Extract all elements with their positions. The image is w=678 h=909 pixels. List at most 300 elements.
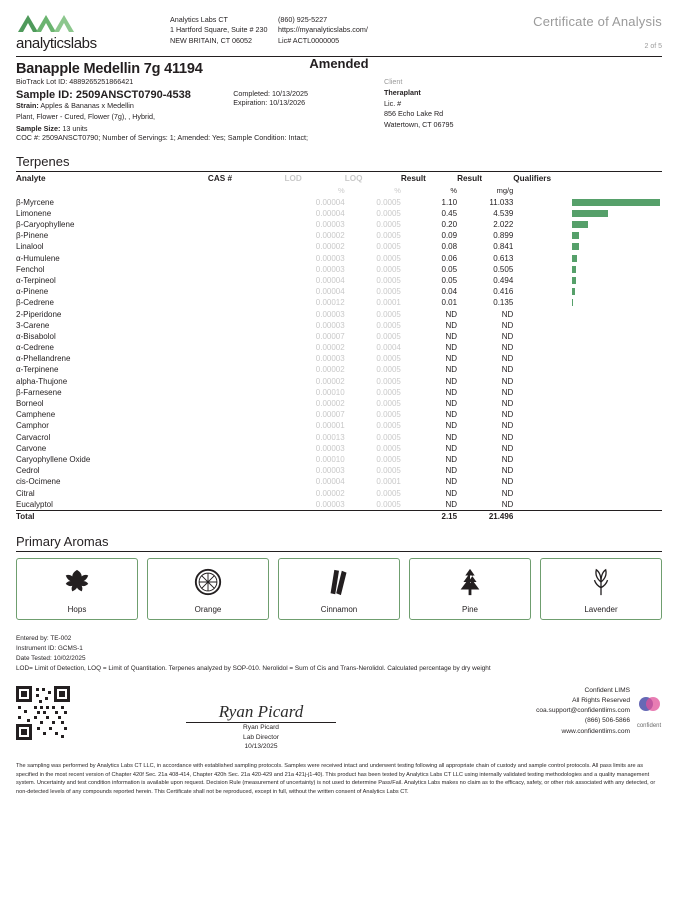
qr-code[interactable] xyxy=(16,686,70,740)
sample-info xyxy=(16,61,662,142)
cell-cas xyxy=(208,432,285,443)
table-row xyxy=(16,409,662,420)
strain-line xyxy=(16,101,231,112)
col-result-pct: Result xyxy=(400,174,426,184)
cell-cas xyxy=(208,331,285,342)
aroma-label: Pine xyxy=(461,605,478,615)
table-row xyxy=(16,476,662,487)
cell-lod: 0.00004 xyxy=(315,477,345,487)
unit-result-pct: % xyxy=(450,186,458,196)
cinnamon-icon xyxy=(324,567,354,597)
cell-analyte: β-Myrcene xyxy=(16,197,54,207)
cell-qualifier xyxy=(513,253,572,264)
cell-cas xyxy=(208,409,285,420)
cell-qualifier xyxy=(513,398,572,409)
result-bar xyxy=(572,288,575,295)
table-row xyxy=(16,398,662,409)
lims-name: Confident LIMS xyxy=(584,686,630,694)
cell-bar xyxy=(572,286,662,297)
coc-line: COC #: 2509ANSCT0790; Number of Servings: 1; Amended: Yes; Sample Condition: Intact; xyxy=(16,133,309,143)
cell-loq: 0.0004 xyxy=(376,343,401,353)
cell-qualifier xyxy=(513,454,572,465)
sample-left-col xyxy=(16,77,231,122)
aroma-label: Hops xyxy=(67,605,87,615)
result-bar xyxy=(572,243,579,250)
aroma-card-hops xyxy=(16,558,138,620)
cell-analyte: α-Pinene xyxy=(16,287,49,297)
lab-logo xyxy=(16,12,148,52)
col-lod: LOD xyxy=(284,174,302,184)
table-row xyxy=(16,264,662,275)
confident-lims-block xyxy=(452,686,662,737)
cell-loq: 0.0005 xyxy=(376,376,401,386)
completed-label: Completed: xyxy=(233,89,270,98)
cell-result-pct: 0.45 xyxy=(441,208,458,218)
cell-cas xyxy=(208,454,285,465)
cell-lod: 0.00002 xyxy=(315,376,345,386)
col-loq: LOQ xyxy=(344,174,363,184)
table-row xyxy=(16,320,662,331)
cell-cas xyxy=(208,387,285,398)
cell-bar xyxy=(572,320,662,331)
table-row xyxy=(16,342,662,353)
cell-lod: 0.00013 xyxy=(315,432,345,442)
cell-qualifier xyxy=(513,286,572,297)
cell-analyte: Eucalyptol xyxy=(16,499,53,509)
cell-analyte: Limonene xyxy=(16,208,52,218)
cell-cas xyxy=(208,197,285,208)
cell-bar xyxy=(572,454,662,465)
cell-lod: 0.00004 xyxy=(315,275,345,285)
cell-result-pct: ND xyxy=(445,365,458,375)
client-address-2: Watertown, CT 06795 xyxy=(384,120,454,130)
signer-title: Lab Director xyxy=(243,733,279,741)
cell-bar xyxy=(572,465,662,476)
confident-badge-label: confident xyxy=(636,722,662,729)
cell-cas xyxy=(208,264,285,275)
cell-cas xyxy=(208,420,285,431)
lims-email[interactable]: coa.support@confidentlims.com xyxy=(536,707,630,715)
cell-lod: 0.00003 xyxy=(315,253,345,263)
cell-loq: 0.0005 xyxy=(376,432,401,442)
cell-analyte: β-Cedrene xyxy=(16,298,54,308)
cell-cas xyxy=(208,342,285,353)
cell-qualifier xyxy=(513,409,572,420)
client-name: Theraplant xyxy=(384,87,421,97)
cell-bar xyxy=(572,420,662,431)
cell-result-mgg: ND xyxy=(501,499,514,509)
cell-qualifier xyxy=(513,308,572,319)
entered-by: Entered by: TE-002 xyxy=(16,635,72,643)
cell-qualifier xyxy=(513,342,572,353)
cell-cas xyxy=(208,286,285,297)
cell-bar xyxy=(572,432,662,443)
result-bar xyxy=(572,255,577,262)
cell-loq: 0.0005 xyxy=(376,421,401,431)
unit-result-mgg: mg/g xyxy=(496,186,514,196)
cell-analyte: α-Cedrene xyxy=(16,343,54,353)
cell-result-pct: ND xyxy=(445,399,458,409)
cell-loq: 0.0005 xyxy=(376,365,401,375)
cell-result-pct: ND xyxy=(445,432,458,442)
client-license: Lic. # xyxy=(384,98,402,108)
cell-cas xyxy=(208,241,285,252)
total-result-mgg: 21.496 xyxy=(457,510,513,522)
cell-analyte: α-Humulene xyxy=(16,253,60,263)
cell-result-mgg: ND xyxy=(501,410,514,420)
cell-analyte: Citral xyxy=(16,488,35,498)
cell-bar xyxy=(572,197,662,208)
cell-result-pct: 0.09 xyxy=(441,231,458,241)
sample-size-line xyxy=(16,124,662,133)
lims-website[interactable]: www.confidentlims.com xyxy=(561,727,630,735)
cell-loq: 0.0005 xyxy=(376,331,401,341)
cell-result-pct: 0.01 xyxy=(441,298,458,308)
cell-result-mgg: ND xyxy=(501,309,514,319)
cell-loq: 0.0005 xyxy=(376,242,401,252)
cell-bar xyxy=(572,499,662,511)
cell-result-mgg: ND xyxy=(501,454,514,464)
cell-bar xyxy=(572,342,662,353)
cell-bar xyxy=(572,275,662,286)
unit-loq: % xyxy=(394,186,401,196)
cell-lod: 0.00004 xyxy=(315,197,345,207)
sample-size-label: Sample Size: xyxy=(16,124,61,134)
cell-cas xyxy=(208,320,285,331)
cell-loq: 0.0001 xyxy=(376,298,401,308)
cell-result-mgg: ND xyxy=(501,387,514,397)
cell-cas xyxy=(208,476,285,487)
cell-qualifier xyxy=(513,376,572,387)
cell-result-mgg: ND xyxy=(501,477,514,487)
result-bar xyxy=(572,277,576,284)
cell-analyte: β-Caryophyllene xyxy=(16,220,75,230)
cell-lod: 0.00003 xyxy=(315,354,345,364)
table-row xyxy=(16,443,662,454)
cell-lod: 0.00002 xyxy=(315,343,345,353)
cell-analyte: Borneol xyxy=(16,399,44,409)
cell-result-pct: ND xyxy=(445,320,458,330)
cell-qualifier xyxy=(513,387,572,398)
confident-logo-icon xyxy=(636,691,662,717)
cell-result-pct: ND xyxy=(445,410,458,420)
strain-label: Strain: xyxy=(16,100,39,110)
cell-loq: 0.0005 xyxy=(376,275,401,285)
cell-qualifier xyxy=(513,364,572,375)
cell-analyte: 2-Piperidone xyxy=(16,309,62,319)
cell-loq: 0.0005 xyxy=(376,466,401,476)
table-row xyxy=(16,432,662,443)
cell-analyte: Carvacrol xyxy=(16,432,51,442)
cell-loq: 0.0005 xyxy=(376,488,401,498)
cell-loq: 0.0005 xyxy=(376,287,401,297)
cell-result-mgg: ND xyxy=(501,343,514,353)
result-bar xyxy=(572,221,588,228)
cell-cas xyxy=(208,308,285,319)
client-address-1: 856 Echo Lake Rd xyxy=(384,109,444,119)
aromas-section-title: Primary Aromas xyxy=(16,534,109,550)
cell-lod: 0.00004 xyxy=(315,287,345,297)
cell-qualifier xyxy=(513,241,572,252)
cell-loq: 0.0005 xyxy=(376,309,401,319)
lab-name: Analytics Labs CT xyxy=(170,15,228,24)
cell-lod: 0.00001 xyxy=(315,421,345,431)
cell-result-mgg: 0.505 xyxy=(493,264,514,274)
aroma-label: Orange xyxy=(194,605,222,615)
cell-result-mgg: 0.135 xyxy=(493,298,514,308)
cell-analyte: β-Farnesene xyxy=(16,387,62,397)
cell-loq: 0.0005 xyxy=(376,387,401,397)
cell-result-pct: ND xyxy=(445,499,458,509)
page-number: 2 of 5 xyxy=(644,43,662,50)
cell-cas xyxy=(208,487,285,498)
cell-loq: 0.0001 xyxy=(376,477,401,487)
cell-bar xyxy=(572,230,662,241)
signature-zone xyxy=(16,686,662,753)
cell-result-pct: ND xyxy=(445,354,458,364)
table-row xyxy=(16,253,662,264)
cell-result-pct: ND xyxy=(445,387,458,397)
cell-cas xyxy=(208,253,285,264)
date-tested: Date Tested: 10/02/2025 xyxy=(16,654,86,662)
signer-name: Ryan Picard xyxy=(243,723,279,731)
cell-analyte: alpha-Thujone xyxy=(16,376,68,386)
page-header xyxy=(16,0,662,52)
completed-value: 10/13/2025 xyxy=(272,89,308,98)
result-bar xyxy=(572,266,576,273)
terpenes-table xyxy=(16,172,662,522)
cell-qualifier xyxy=(513,219,572,230)
cell-lod: 0.00007 xyxy=(315,331,345,341)
cell-result-mgg: ND xyxy=(501,399,514,409)
cell-cas xyxy=(208,219,285,230)
cell-result-mgg: 0.416 xyxy=(493,287,514,297)
table-row xyxy=(16,499,662,511)
col-cas: CAS # xyxy=(207,174,233,184)
aroma-card-cinnamon xyxy=(278,558,400,620)
cell-loq: 0.0005 xyxy=(376,264,401,274)
cell-result-mgg: ND xyxy=(501,432,514,442)
cell-result-pct: ND xyxy=(445,488,458,498)
cell-result-mgg: 0.841 xyxy=(493,242,514,252)
cell-result-pct: 0.08 xyxy=(441,242,458,252)
table-row xyxy=(16,387,662,398)
cell-qualifier xyxy=(513,443,572,454)
cell-result-mgg: ND xyxy=(501,320,514,330)
cell-result-mgg: 0.899 xyxy=(493,231,514,241)
cell-result-mgg: 4.539 xyxy=(493,208,514,218)
cell-qualifier xyxy=(513,487,572,498)
cell-result-pct: 0.05 xyxy=(441,275,458,285)
expiration-label: Expiration: xyxy=(233,98,268,107)
cell-cas xyxy=(208,353,285,364)
cell-result-pct: 0.04 xyxy=(441,287,458,297)
sample-id-value: 2509ANSCT0790-4538 xyxy=(75,88,191,101)
cell-analyte: Linalool xyxy=(16,242,44,252)
cell-qualifier xyxy=(513,432,572,443)
cell-lod: 0.00002 xyxy=(315,231,345,241)
cell-result-pct: ND xyxy=(445,309,458,319)
total-label: Total xyxy=(16,510,208,522)
cell-result-pct: 0.05 xyxy=(441,264,458,274)
cell-loq: 0.0005 xyxy=(376,454,401,464)
cell-analyte: α-Terpineol xyxy=(16,275,56,285)
cell-qualifier xyxy=(513,465,572,476)
cell-bar xyxy=(572,253,662,264)
cell-analyte: α-Terpinene xyxy=(16,365,59,375)
cell-cas xyxy=(208,275,285,286)
lavender-icon xyxy=(586,567,616,597)
table-row xyxy=(16,420,662,431)
signature-block xyxy=(70,686,452,753)
product-title: Banapple Medellin 7g 41194 xyxy=(16,61,203,77)
col-result-mgg: Result xyxy=(457,174,483,184)
strain-value: Apples & Bananas x Medellin xyxy=(40,100,134,110)
cell-result-mgg: ND xyxy=(501,421,514,431)
logo-mark-icon xyxy=(16,12,148,34)
lims-phone: (866) 506-5866 xyxy=(584,717,630,725)
aroma-card-orange xyxy=(147,558,269,620)
table-row xyxy=(16,308,662,319)
cell-result-pct: 1.10 xyxy=(441,197,458,207)
table-row xyxy=(16,286,662,297)
biotrack-line xyxy=(16,77,231,88)
cell-analyte: α-Phellandrene xyxy=(16,354,71,364)
cell-result-mgg: ND xyxy=(501,354,514,364)
footer-meta xyxy=(16,634,662,674)
biotrack-label: BioTrack Lot ID: xyxy=(16,77,68,86)
client-label: Client xyxy=(384,77,403,86)
cell-result-pct: 0.20 xyxy=(441,220,458,230)
instrument-id: Instrument ID: GCMS-1 xyxy=(16,644,83,652)
cell-analyte: Caryophyllene Oxide xyxy=(16,454,91,464)
cell-lod: 0.00004 xyxy=(315,208,345,218)
cell-loq: 0.0005 xyxy=(376,231,401,241)
lab-phone: (860) 925-5227 xyxy=(278,15,328,24)
completed-line xyxy=(233,89,383,98)
header-right xyxy=(533,12,662,50)
lab-address-2: NEW BRITAIN, CT 06052 xyxy=(170,35,253,45)
cell-result-mgg: 2.022 xyxy=(493,220,514,230)
aromas-divider xyxy=(16,551,662,552)
cell-result-pct: ND xyxy=(445,331,458,341)
sample-id-label: Sample ID: xyxy=(16,88,73,101)
cell-bar xyxy=(572,364,662,375)
aromas-list xyxy=(16,558,662,620)
cell-result-pct: ND xyxy=(445,443,458,453)
signature-date: 10/13/2025 xyxy=(244,743,278,751)
expiration-line xyxy=(233,98,383,107)
coa-title: Certificate of Analysis xyxy=(533,14,662,29)
cell-result-mgg: 11.033 xyxy=(489,197,514,207)
cell-analyte: 3-Carene xyxy=(16,320,50,330)
terpenes-section-title: Terpenes xyxy=(16,154,70,170)
cell-result-mgg: ND xyxy=(501,376,514,386)
cell-bar xyxy=(572,387,662,398)
cell-result-mgg: ND xyxy=(501,443,514,453)
cell-result-pct: ND xyxy=(445,466,458,476)
cell-cas xyxy=(208,297,285,308)
cell-lod: 0.00003 xyxy=(315,466,345,476)
cell-bar xyxy=(572,487,662,498)
col-qualifiers: Qualifiers xyxy=(513,174,552,184)
table-row xyxy=(16,230,662,241)
cell-cas xyxy=(208,208,285,219)
cell-qualifier xyxy=(513,275,572,286)
cell-result-mgg: 0.613 xyxy=(493,253,514,263)
cell-result-pct: ND xyxy=(445,376,458,386)
product-type-line: Plant, Flower - Cured, Flower (7g), , Hybrid, xyxy=(16,111,155,121)
result-bar xyxy=(572,299,573,306)
col-bar-chart xyxy=(572,172,662,185)
cell-lod: 0.00010 xyxy=(315,454,345,464)
lab-website[interactable]: https://myanalyticslabs.com/ xyxy=(278,25,368,35)
cell-loq: 0.0005 xyxy=(376,443,401,453)
expiration-value: 10/13/2026 xyxy=(269,98,306,107)
cell-bar xyxy=(572,264,662,275)
lod-loq-note: LOD= Limit of Detection, LOQ = Limit of Quantitation. Terpenes analyzed by SOP-010. Nerolidol = Sum of Cis and Trans-Nerolidol. Calculated percentage by dry weight xyxy=(16,664,491,672)
table-row xyxy=(16,465,662,476)
result-bar xyxy=(572,232,579,239)
cell-bar xyxy=(572,409,662,420)
cell-analyte: Cedrol xyxy=(16,466,40,476)
cell-result-pct: ND xyxy=(445,477,458,487)
pine-icon xyxy=(455,567,485,597)
result-bar xyxy=(572,199,660,206)
table-row xyxy=(16,376,662,387)
cell-bar xyxy=(572,331,662,342)
col-analyte: Analyte xyxy=(16,174,46,184)
cell-lod: 0.00003 xyxy=(315,220,345,230)
cell-analyte: Camphene xyxy=(16,410,56,420)
cell-lod: 0.00002 xyxy=(315,365,345,375)
cell-result-mgg: ND xyxy=(501,488,514,498)
table-row xyxy=(16,241,662,252)
aroma-label: Lavender xyxy=(584,605,618,615)
cell-cas xyxy=(208,230,285,241)
terpenes-table-body xyxy=(16,197,662,511)
cell-loq: 0.0005 xyxy=(376,220,401,230)
cell-cas xyxy=(208,499,285,511)
orange-icon xyxy=(193,567,223,597)
table-row xyxy=(16,197,662,208)
cell-lod: 0.00012 xyxy=(315,298,345,308)
table-row xyxy=(16,454,662,465)
cell-qualifier xyxy=(513,197,572,208)
cell-result-pct: 0.06 xyxy=(441,253,458,263)
cell-qualifier xyxy=(513,353,572,364)
cell-analyte: Camphor xyxy=(16,421,49,431)
cell-loq: 0.0005 xyxy=(376,410,401,420)
cell-cas xyxy=(208,376,285,387)
cell-loq: 0.0005 xyxy=(376,320,401,330)
cell-lod: 0.00002 xyxy=(315,242,345,252)
cell-lod: 0.00003 xyxy=(315,264,345,274)
cell-bar xyxy=(572,308,662,319)
cell-analyte: α-Bisabolol xyxy=(16,331,56,341)
table-row xyxy=(16,297,662,308)
cell-loq: 0.0005 xyxy=(376,399,401,409)
result-bar xyxy=(572,210,608,217)
cell-qualifier xyxy=(513,230,572,241)
legal-disclaimer: The sampling was performed by Analytics Labs CT LLC, in accordance with established sampling protocols. Samples were received intact and underwent testing following all appropriate chain of custody and sample control protocols. All pass limits are as specified in the most recent version of Chapter 420f Sec. 21a 408-414, Chapter 420h Sec. 21a 420-429 and 21a 421j-j1-40). This product has been tested by Analytics Labs CT LLC using internally validated testing methodologies and a quality management system. Uncertainty and test condition information is available upon request. Decision Rule (measurement of uncertainty) is not used to determine Pass/Fail. Analytics Labs makes no claim as to the efficacy, safety, or other risk associated with any detected, or non-detected levels of any compounds reported herein. This Certificate shall not be reproduced, except in full, without the written consent of Analytics Labs CT. xyxy=(16,763,656,795)
cell-lod: 0.00003 xyxy=(315,443,345,453)
cell-bar xyxy=(572,353,662,364)
table-row xyxy=(16,487,662,498)
sample-mid-col xyxy=(233,77,383,107)
cell-qualifier xyxy=(513,420,572,431)
cell-bar xyxy=(572,297,662,308)
